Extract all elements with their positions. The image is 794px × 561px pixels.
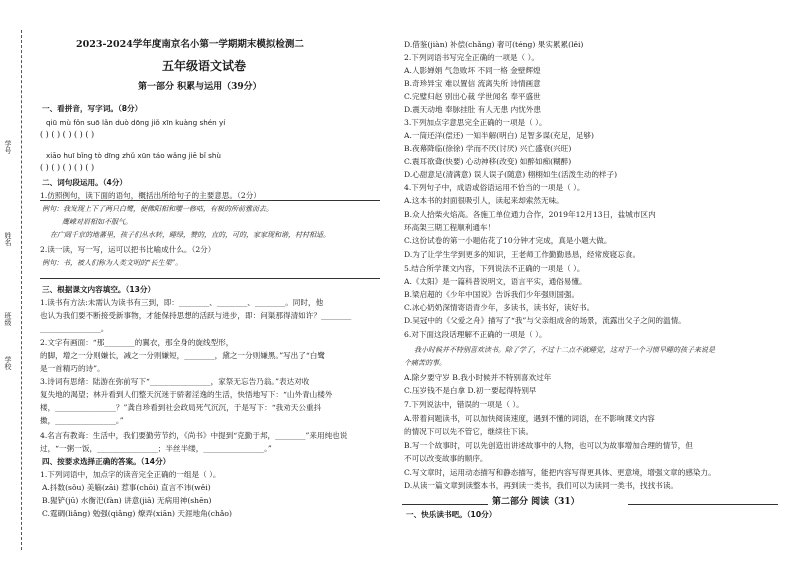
left-line: 过，“一粥一饭，________________；半丝半缕，________________。” <box>40 444 272 453</box>
right-line: A.除夕要守岁 B.我小时候并不特别喜欢过年 <box>404 373 552 382</box>
left-line: 1.下列词语中，加点字的读音完全正确的一组是（ ）。 <box>40 470 221 479</box>
right-line: 7.下列说法中，错误的一项是（ ）。 <box>404 400 524 409</box>
left-line: qiū mù fǒn suō lǎn duò dōng jiǒ xīn kuàng shén yí <box>46 118 226 127</box>
right-line: A.一筒还洋(偿还) 一知半解(明白) 足智多谋(充足，足够) <box>404 131 594 140</box>
left-line: 也认为我们要不断接受新事物，才能保持思想的活跃与进步，即：问渠那得清如许？________ <box>40 311 352 320</box>
left-column: 2023-2024学年度南京名小第一学期期末模拟检测二 五年级语文试卷 第一部分 积累与运用（39分） 一、看拼音，写字词。（8分） qiū mù fǒn suō lǎn duò dōng jiǒ xīn kuàng shén yí xiāo huī bǐng tò dīng zhǔ xūn táo wǎng jiē bǐ shù 二、词句段运用。（4分） 1.仿照例句，读下面的语句，概括出所给句子的主要意思。（2分） 例句：我发现上下了两只白鹭，便佛阳相和嘤一修咕，有极的所前雅而去。 鹰嵘对眉相如不服气。 在广阔千京的地蕃里，孩子们丛水转，睡绿，赞的，直的，可的，家家现和谐，村村相适。 2.读一读，写一写，运可以把书比喻成什么。（2分） 例句：书，被人们称为人类文明的“长生果”。 三、根据课文内容填空。（13分） 1.读书有方法:未需认为读书有三到，即：________、________、________。同时，他 也认为我们要不断接受新事物，才能保持思想的活跃与进步，即：问渠那得清如许？________ ________________。 2.文字有画面：“那________的翼衣，那全身的旋线型形， 的脚，增之一分则嫌长，减之一分则嫌短，________，黛之一分则嫌黑。”写出了“白鹭 是一首精巧的诗”。 3.诗词有思绪：陆游在弥前写下“________________，家祭无忘告乃翁。”表达对收 复失地的渴望；林升看到人们整天沉迷于骄奢淫逸的生活，快悟地写下：“山外青山楼外 楼，________________？”龚自珍看到社会政局死气沉沉，于是写下：“我劝天公重抖 擞，________________。” 4.名言有教诲：生活中，我们要勤劳节约，《尚书》中提到“克勤于邦，________”来用纯也说 过，“一粥一饭，________________；半丝半缕，________________。” 四、按要求选择正确的答案。（14分） 1.下列词语中，加点字的读音完全正确的一组是（ ）。 A.抖数(sǒu) 美觞(zāi) 惹事(chōi) 直言不讳(wěi) B.猩铲(jū) 水衡汜(fàn) 讲意(jiā) 无病用神(shēn) C.霆碉(liǎng) 勉强(qiǎng) 燎弄(xiān) 天涯地角(chǎo) ( ) ( ) ( ) ( ) ( ) ( ) ( ) ( ) ( ) ( ) <box>34 0 394 561</box>
right-line: C.这份试卷的第一小题佑花了10分钟才完成，真是小题大做。 <box>404 236 612 245</box>
right-line: 环高架三期工程顺利通车！ <box>404 223 496 232</box>
exam-title: 2023-2024学年度南京名小第一学期期末模拟检测二 <box>76 39 304 50</box>
left-line: 4.名言有教诲：生活中，我们要勤劳节约，《尚书》中提到“克勤于邦，________”来用纯也说 <box>40 431 348 440</box>
part2-rule-right <box>628 504 778 505</box>
right-line: B.写一个故事时，可以先创造出讲述故事中的人物，也可以为故事增加合理的情节，但 <box>404 441 693 450</box>
left-line: 在广阔千京的地蕃里，孩子们丛水转，睡绿，赞的，直的，可的，家家现和谐，村村相适。 <box>50 231 330 239</box>
right-line: D.借鉴(jiàn) 补偿(chǎng) 奢可(téng) 果实累累(lěi) <box>404 40 584 49</box>
left-line: 四、按要求选择正确的答案。（14分） <box>42 457 171 466</box>
left-line: A.抖数(sǒu) 美觞(zāi) 惹事(chōi) 直言不讳(wěi) <box>42 483 211 492</box>
right-line: 不可以改变故事的顺序。 <box>404 454 488 463</box>
right-line: C.冰心奶奶深情寄语青少年，多读书，读书好，读好书。 <box>404 303 595 312</box>
school-label: 学校 <box>4 356 12 370</box>
right-line: A.带着问题读书，可以加快阅读速度，遇到不懂的词语，在不影响课文内容 <box>404 414 655 423</box>
right-line: D.震天动地 奉脉挂肚 有人无患 内忧外患 <box>404 105 541 114</box>
right-line: C.写文章时，运用动态描写和静态描写，能把内容写得更具体、更意境，增强文章的感染力。 <box>404 468 716 477</box>
right-line: 2.下列词语书写完全正确的一项是（ ）。 <box>404 53 539 62</box>
part2-section-1: 一、快乐读书吧。（10分） <box>406 510 497 519</box>
part2-rule-left <box>402 504 488 505</box>
right-line: A.《太阳》是一篇科普说明文，语言平实，通俗易懂。 <box>404 277 587 286</box>
left-line: 例句：我发现上下了两只白鹭，便佛阳相和嘤一修咕，有极的所前雅而去。 <box>42 205 273 213</box>
name-label: 姓名 <box>4 232 12 246</box>
left-line: B.猩铲(jū) 水衡汜(fàn) 讲意(jiā) 无病用神(shēn) <box>42 496 212 505</box>
answer-line-2[interactable] <box>40 278 380 279</box>
part2-title: 第二部分 阅读（31） <box>492 497 580 507</box>
right-line: B.梁启超的《少年中国说》告诉我们少年强则国强。 <box>404 290 580 299</box>
answer-line-1[interactable] <box>40 200 380 201</box>
right-line: D.心甜意足(清满意) 误人误子(随意) 栩栩如生(活泼生动的样子) <box>404 170 618 179</box>
left-line: 擞，________________。” <box>40 416 124 425</box>
right-line: 4.下列句子中，成语或俗语运用不恰当的一项是（ ）。 <box>404 183 585 192</box>
right-line: C.压岁钱不是白拿 D.初一要起得特别早 <box>404 386 537 395</box>
left-line: 2.文字有画面：“那________的翼衣，那全身的旋线型形， <box>40 338 234 347</box>
right-line: B.奇珍异宝 难以置信 流离失所 诗情画意 <box>404 79 541 88</box>
student-number-label: 学号 <box>4 140 12 154</box>
right-line: 我小时候并不特别喜欢读书。除了学了，不过十二点不就睡觉，这对于一个习惯早睡的孩子来说是 <box>414 346 715 354</box>
right-line: D.从读一篇文章到读整本书，再到读一类书，我们可以为读同一类书，找找书读。 <box>404 481 679 490</box>
class-label: 班级 <box>4 312 12 326</box>
left-line: 二、词句段运用。（4分） <box>42 178 128 187</box>
left-line: 楼，________________？”龚自珍看到社会政局死气沉沉，于是写下：“我劝天公重抖 <box>40 403 322 412</box>
right-line: B.夜幕降临(徐徐) 学而不厌(讨厌) 兴亡盛衰(兴旺) <box>404 144 572 153</box>
right-column <box>398 0 790 561</box>
left-line: 1.读书有方法:未需认为读书有三到，即：________、________、________。同时，他 <box>40 298 324 307</box>
left-line: 三、根据课文内容填空。（13分） <box>42 285 156 294</box>
left-line: 的脚，增之一分则嫌长，减之一分则嫌短，________，黛之一分则嫌黑。”写出了“白鹭 <box>40 351 325 360</box>
binding-dashed-line <box>21 30 22 550</box>
right-line: D.吴冠中的《父爱之舟》描写了“我”与父亲组成舍的场景，流露出父子之间的温情。 <box>404 316 686 325</box>
left-line: 一、看拼音，写字词。（8分） <box>42 104 143 113</box>
left-line: 1.仿照例句，读下面的语句，概括出所给句子的主要意思。（2分） <box>40 191 261 200</box>
right-line: 3.下列加点字意思完全正确的一项是（ ）。 <box>404 118 547 127</box>
left-line: 是一首精巧的诗”。 <box>40 364 105 373</box>
left-line: 2.读一读，写一写，运可以把书比喻成什么。（2分） <box>40 245 216 254</box>
right-line: C.震耳欲聋(快要) 心动神移(改变) 如醉如痴(糊醉) <box>404 157 572 166</box>
right-line: B.众人拾柴火焰高。各施工单位通力合作，2019年12月13日，盐城市区内 <box>404 210 656 219</box>
right-line: D.为了让学生学到更多的知识，王老师工作勤勤恳恳，经常废寝忘食。 <box>404 250 641 259</box>
right-line: C.完璧归赵 别出心裁 学世闻名 奉平盛世 <box>404 92 541 101</box>
right-line: 个痛苦的事。 <box>404 359 446 367</box>
right-line: A.这本书的封面很吸引人，读起来却索然无味。 <box>404 196 564 205</box>
left-line: ________________。 <box>40 324 109 333</box>
right-line: 5.结合所学课文内容，下列说法不正确的一项是（ ）。 <box>404 264 585 273</box>
paper-title: 五年级语文试卷 <box>162 59 247 73</box>
part1-title: 第一部分 积累与运用（39分） <box>138 82 262 92</box>
left-line: 复失地的渴望；林升看到人们整天沉迷于骄奢淫逸的生活，快悟地写下：“山外青山楼外 <box>40 390 333 399</box>
right-line: A.人影婵娟 气急败坏 不同一格 金壁辉煌 <box>404 66 541 75</box>
left-line: xiāo huī bǐng tò dīng zhǔ xūn táo wǎng jiē bǐ shù <box>46 151 221 160</box>
right-line: 6.对下面这段话理解不正确的一项是（ ）。 <box>404 330 547 339</box>
left-line: 鹰嵘对眉相如不服气。 <box>62 218 132 226</box>
left-line: 例句：书，被人们称为人类文明的“长生果”。 <box>42 259 183 267</box>
binding-margin <box>0 0 30 561</box>
left-line: C.霆碉(liǎng) 勉强(qiǎng) 燎弄(xiān) 天涯地角(chǎo) <box>42 509 232 518</box>
right-line: 的情况下可以先不管它，继续往下读。 <box>404 427 534 436</box>
left-line: 3.诗词有思绪：陆游在弥前写下“________________，家祭无忘告乃翁。”表达对收 <box>40 377 310 386</box>
